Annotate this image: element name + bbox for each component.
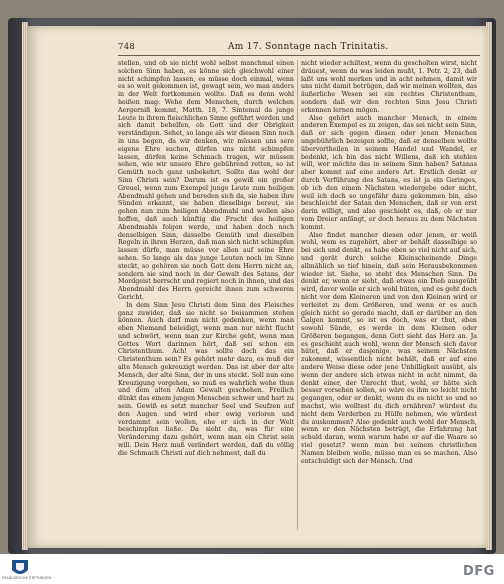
running-title: Am 17. Sonntage nach Trinitatis. [228, 42, 389, 52]
page-number: 748 [118, 42, 136, 52]
header-rule [118, 55, 480, 56]
viewer-footer [0, 554, 504, 584]
paragraph: Also findet mancher diesen oder jenen, er weiß wohl, wem es zugehört, aber er behält dasselbige so bei sich und denkt, es habe eben so viel nicht auf sich, und gerät durch solche Kleinscheinende Dinge allmählich so tief hinein, daß sein Herausbekommen wieder ist. Siehe, so steht des Menschen Sinn. Da denkt er, wenn er sieht, daß etwas ein Dieb ausgeübt wird, davor wolle er sich wohl hüten, und es geht doch nicht vor dem Kleineren und von den Kleinen wird er verleitet zu dem Größeren, und wenn er es auch gleich nicht so gerade macht, daß er darüber an den Galgen kommt, so ist es doch, was er thut, eben sowohl Sünde, es werde in dem Kleinen oder Größeren begangen, denn Gott sieht das Herz an. Ja es geschieht auch wohl, wenn der Mensch sich davor hütet, daß er dasjenige, was seinem Nächsten zukommt, wissentlich nicht behält, daß er auf eine andere Weise diese oder jene Unbilligkeit ausübt, als wenn der andere sich etwas nicht in acht nimmt, da denkt einer, der Unrecht thut, wohl, er hätte sich besser vorsehen sollen, so wäre es ihm so leicht nicht gegangen, oder er denkt, wenn du es nicht so und so machst, wie wolltest du dich ernähren? würdest du nicht dem Verderben zu Hülfe nehmen, wie würdest du auskommen? Also gedenkt auch wohl der Mensch, wenn er den Nächsten betrügt, die Erfahrung hat schuld daran, wenn warum habe er auf die Waare so viel gesetzt? wenn man bei seinem christlichen Namen bleiben wolle, müsse man es so machen. Also entschuldigt sich der Mensch. Und [301, 231, 477, 465]
running-header [118, 42, 478, 56]
column-divider [297, 60, 298, 530]
paragraph: nicht wieder schiltest, wenn du gescholten wirst, nicht dräuest, wenn du was leiden mußt, 1. Petr. 2, 23, daß laßt uns wohl merken und in acht nehmen, damit wir uns nicht damit betrügen, daß wir meinen wollten, das äußerliche Wesen sei ein rechtes Christenthum, sondern daß wir den rechten Sinn Jesu Christi erkennen lernen mögen. [301, 60, 477, 114]
paragraph: In dem Sinn Jesu Christi dem Sinn des Fleisches ganz zuwider, daß sie nicht so beisammen stehen können. Auch darf man nicht gedenken, wenn man eben Niemand beleidigt, wenn man nur nicht flucht und schwört, wenn man zur Kirche geht, wenn man Gottes Wort darinnen hört, daß sei schon ein Christenthum. Ach! was sollte doch das ein Christenthum sein? Es gehört mehr dazu, es muß der alte Mensch gekreuzigt werden. Das ist aber der alte Mensch, der alte Sinn, der in uns steckt. Soll nun eine Kreuzigung vorgehen, so muß es wahrlich wehe thun und dem alten Adam Gewalt geschehen. Freilich dünkt das einem jungen Menschen schwer und hart zu sein. Gewiß es setzt mancher Seel und Seufzen auf den Augen und wird eher ewig verloren und verdammt sein wollen, ehe er sich in der Welt beschimpfen ließe. Da sieht du, was für eine Veränderung dazu gehört, wenn man ein Christ sein will. Dein Herz muß verändert werden, daß du völlig die Schmach Christi auf dich nehmest, daß du [118, 301, 294, 457]
paragraph: stellen, und ob sie nicht wohl selbst manchmal einen solchen Sinn haben, es könne sich gleichwohl einer nicht schimpfen lassen, es müsse doch einmal, wenn es so weit gekommen ist, gewagt sein, wo man anders in der Welt fortkommen wollte. Daß es denn wohl heißen mag: Wehe dem Menschen, durch welchen Aergerniß kommt, Matth. 18, 7. Sintemal da junge Leute in ihrem fleischlichen Sinne geführt werden und sich damit behelfen, ob Gott und der Obrigkeit verständigen. Sehet, so lange als wir diesen Sinn noch in uns begen, da wir denken, wir müssen uns sere eigene Ehre suchen, dürfen uns nicht schimpfen lassen, dürfen keine Schmach tragen, wir müssen sehen, wie wir unsere Ehre gebührend retten, so ist Gemüth noch ganz unbekehrt. Sollte das wohl der Sinn Christi sein? Darum ist es gewiß ein großer Greuel, wenn zum Exempel junge Leute zum heiligen Abendmahl gehen und bereden sich da, sie haben ihre Sünden erkannt, sie haben dieselbige bereut, sie gehen nun zum heiligen Abendmahl und wollen also hoffen, daß auch künftig die Frucht des heiligen Abendmahls folgen werde, und haben doch noch denselbigen Sinn, dasselbe Gemüth und dieselben Regeln in ihren Herzen, daß man sich nicht schimpfen lassen dürfe, man müsse vor allen auf seine Ehre sehen. So lange als das junge Leuten noch im Sinne steckt, so gehören sie noch Gott dem Herrn nicht an, sondern sie sind noch in der Gewalt des Satans, der Mordgeist herrscht und regiert noch in ihnen, und das Abendmahl des Herrn gereicht ihnen zum schweren Gericht. [118, 60, 294, 301]
library-logo-text: FRANCKESCHE STIFTUNGEN [2, 576, 52, 580]
text-column-right [301, 60, 477, 534]
text-column-left [118, 60, 294, 534]
paragraph: Also gehört auch mancher Mensch, in einem anderen Exempel es zu zeigen, das sei nicht sein Sinn, daß er sich gegen diesen oder jenen Menschen ungebührlich bezeigen sollte, daß er denselben wollte übervortheilen in seinem Handel und Wandel, er bedenkt, ich bin das nicht Willens, daß ich stehlen will, wer möchte das in seinem Sinn haben? Satanas aber kommt auf eine andere Art. Erstlich denkt er durch Verführung des Satans, es ist ja ein Geringes, ob ich den einem Nächsten wiedergebe oder nicht, weil ich doch so ungefähr dazu gekommen bin, also beschleicht der Satan den Menschen, daß er von erst darin willigt, und also geschieht es, daß, ob er nur vom Dreier anfängt, er doch heraus zu dem Nächsten kommt. [301, 114, 477, 231]
dfg-logo: DFG [463, 564, 495, 579]
